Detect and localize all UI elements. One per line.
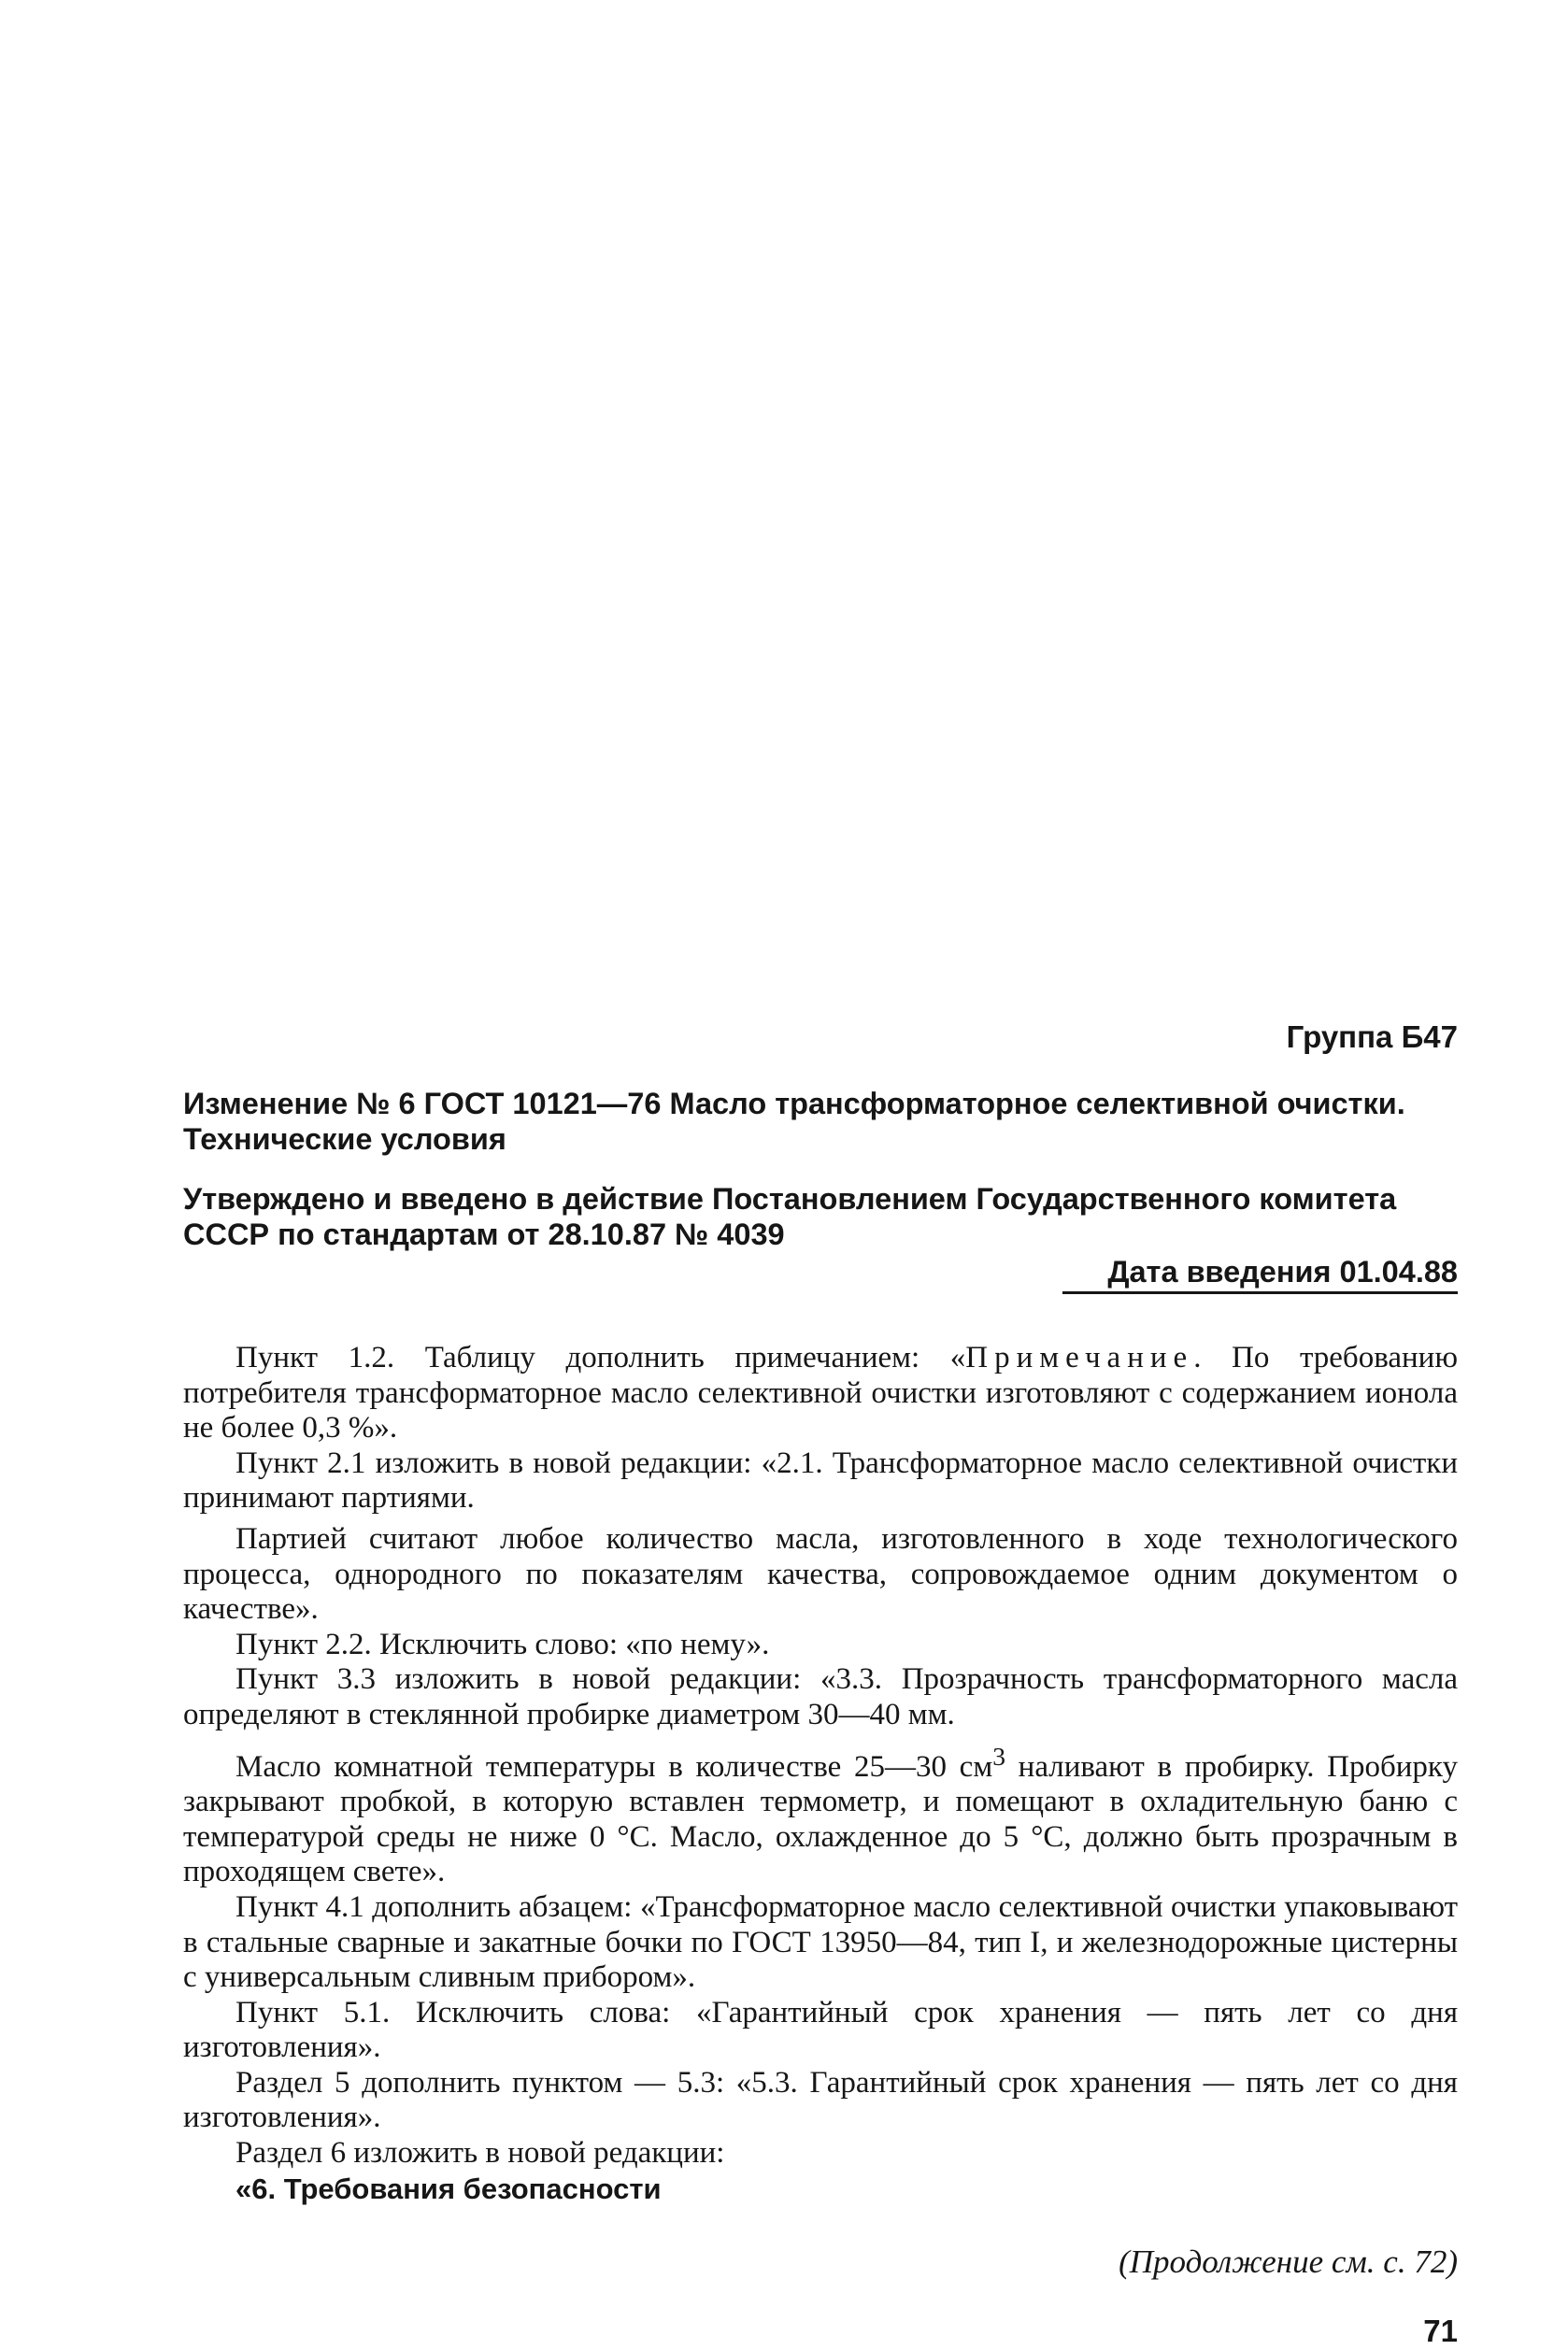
paragraph-item-2-1: Пункт 2.1 изложить в новой редакции: «2.1. Трансформаторное масло селективной очистки принимают партиями. [183,1446,1458,1516]
group-code: Группа Б47 [1286,1019,1458,1054]
paragraph-section-5: Раздел 5 дополнить пунктом — 5.3: «5.3. Гарантийный срок хранения — пять лет со дня изготовления». [183,2065,1458,2135]
paragraph-section-6: Раздел 6 изложить в новой редакции: [235,2136,725,2171]
paragraph-item-5-1: Пункт 5.1. Исключить слова: «Гарантийный срок хранения — пять лет со дня изготовления». [183,1995,1458,2065]
paragraph-text: Масло комнатной температуры в количестве 25—30 см [235,1749,993,1784]
paragraph-transparency-method [183,1739,1458,1890]
document-title: Изменение № 6 ГОСТ 10121—76 Масло трансформаторное селективной очистки. Технические условия [183,1087,1405,1156]
approval-statement: Утверждено и введено в действие Постановлением Государственного комитета СССР по стандартам от 28.10.87 № 4039 [183,1182,1397,1251]
paragraph-item-1-2 [183,1341,1458,1446]
paragraph-item-4-1: Пункт 4.1 дополнить абзацем: «Трансформаторное масло селективной очистки упаковывают в стальные сварные и закатные бочки по ГОСТ 13950—84, тип I, и железнодорожные цистерны с универсальным сливным прибором». [183,1889,1458,1995]
note-word: Примечание [965,1341,1194,1374]
effective-date-row [183,1254,1458,1294]
paragraph-text: . По требованию потребителя трансформаторное масло селективной очистки изготовляют с содержанием ионола не более 0,3 %». [183,1341,1458,1446]
paragraph-text: Пункт 1.2. Таблицу дополнить примечанием: « [235,1341,966,1374]
section-6-heading: «6. Требования безопасности [235,2172,662,2205]
paragraph-text: наливают в пробирку. Пробирку закрывают пробкой, в которую вставлен термометр, и помещают в охладительную баню с температурой среды не ниже 0 °С. Масло, охлажденное до 5 °С, должно быть прозрачным в проходящем свете». [183,1749,1458,1889]
paragraph-item-3-3: Пункт 3.3 изложить в новой редакции: «3.3. Прозрачность трансформаторного масла определяют в стеклянной пробирке диаметром 30—40 мм. [183,1662,1458,1731]
continuation-note: (Продолжение см. с. 72) [1119,2243,1458,2281]
effective-date: Дата введения 01.04.88 [1062,1254,1458,1294]
document-page [183,1018,1458,2350]
page-number: 71 [1423,2314,1458,2349]
paragraph-batch-definition: Партией считают любое количество масла, изготовленного в ходе технологического процесса, однородного по показателям качества, сопровождаемое одним документом о качестве». [183,1521,1458,1627]
document-body [183,1341,1458,2206]
superscript: 3 [992,1741,1005,1771]
paragraph-item-2-2: Пункт 2.2. Исключить слово: «по нему». [235,1627,770,1661]
